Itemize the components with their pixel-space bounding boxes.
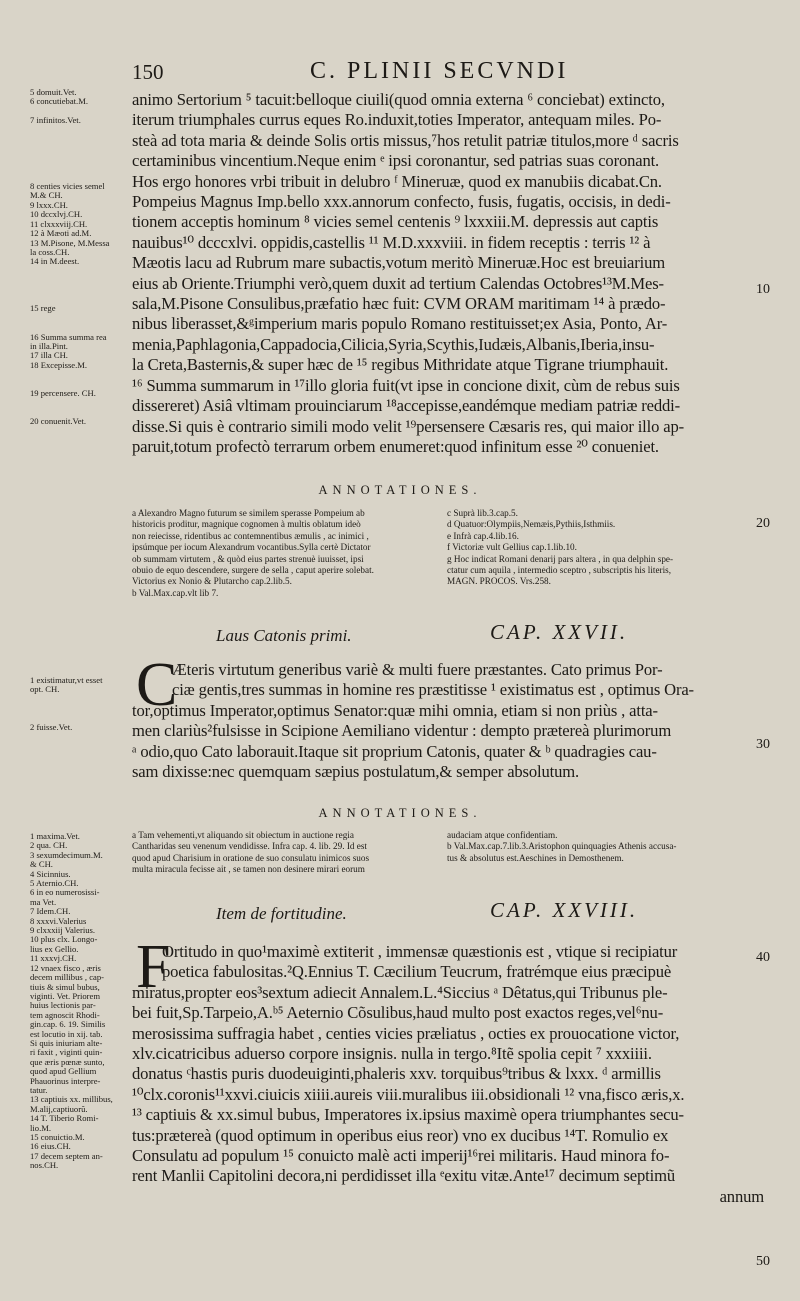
side-note: 11 xxxvj.CH. — [30, 954, 77, 964]
text-line: iterum triumphales currus eques Ro.induxit,toties Imperator, antequam miles. Po- — [132, 110, 662, 130]
side-note: 10 dccxlvj.CH. — [30, 210, 83, 220]
annotation-line: multa miracula fecisse ait , se tamen non desinere mirari eorum — [132, 864, 365, 875]
side-note: 12 à Mæoti ad.M. — [30, 229, 92, 239]
side-note: Si quis iniuriam alte- — [30, 1038, 103, 1048]
side-note: decem millibus , cap- — [30, 973, 104, 983]
text-line: merosissima suffragia habet , centies vicies præliatus , octies ex prouocatione victor, — [132, 1023, 680, 1043]
annotation-line: historicis proditur, magnique cognomen à multis oblatum ideò — [132, 519, 361, 530]
annotations-heading-2: ANNOTATIONES. — [318, 806, 482, 820]
drop-cap: C — [136, 651, 178, 719]
side-note — [30, 163, 130, 172]
side-notes-chapter28 — [30, 832, 130, 1171]
annotation-line: f Victoriæ vult Gellius cap.1.lib.10. — [447, 542, 577, 553]
side-note: M.& CH. — [30, 191, 63, 201]
text-line: Consulatu ad populum ¹⁵ conuicto malè acti imperij¹⁶rei militaris. Haud minora fo- — [132, 1146, 670, 1166]
side-note: 18 Excepisse.M. — [30, 360, 88, 370]
text-line: tus:prætereà (quod optimum in operibus eius reor) vno ex ducibus ¹⁴T. Romulio ex — [132, 1125, 669, 1145]
annotation-line: g Hoc indicat Romani denarij pars altera , in qua delphin spe- — [447, 553, 674, 564]
annotation-line: a Alexandro Magno futurum se similem sperasse Pompeium ab — [132, 508, 365, 518]
side-note: lio.M. — [30, 1123, 52, 1133]
side-note: tatur. — [30, 1085, 48, 1095]
side-note: 16 Summa summa rea — [30, 332, 107, 342]
text-line: tor,optimus Imperator,optimus Senator:quæ mihi omnia, etiam si non priùs , atta- — [132, 700, 658, 720]
side-note — [30, 380, 130, 389]
main-text-chapter28 — [132, 942, 764, 1207]
side-note — [30, 173, 130, 182]
side-note: 14 in M.deest. — [30, 257, 80, 267]
chapter-27-heading — [0, 620, 800, 648]
side-note — [30, 286, 130, 295]
side-note: 14 T. Tiberio Romi- — [30, 1114, 99, 1124]
annotation-line: ipsúmque per iocum Alexandrum vocantibus.Sylla certè Dictator — [132, 542, 371, 553]
side-notes-chapter27 — [30, 676, 130, 732]
side-note: 17 illa CH. — [30, 351, 68, 361]
text-line: miratus,propter eos³sextum adiecit Annalem.L.⁴Siccius ᵃ Dêtatus,qui Tribunus ple- — [132, 982, 668, 1002]
annotations2-right-column — [447, 830, 752, 864]
side-note: 2 qua. CH. — [30, 841, 68, 851]
annotation-line: Cantharidas seu venenum vendidisse. Infra cap. 4. lib. 29. Id est — [132, 841, 367, 852]
text-line: annum — [719, 1186, 764, 1206]
side-note — [30, 704, 130, 713]
text-line: nauibus¹⁰ dcccxlvi. oppidis,castellis ¹¹ M.D.xxxviii. in fidem receptis : terris ¹² à — [132, 232, 651, 252]
side-note: 19 percensere. CH. — [30, 389, 96, 398]
chapter-number: CAP. XXVII. — [490, 620, 629, 644]
side-note: 7 infinitos.Vet. — [30, 116, 81, 126]
side-note — [30, 295, 130, 304]
side-note — [30, 107, 130, 116]
side-note — [30, 695, 130, 704]
side-note — [30, 398, 130, 407]
annotation-line: c Suprà lib.3.cap.5. — [447, 508, 518, 518]
side-note — [30, 126, 130, 135]
text-line: steà ad tota maria & deinde Solis ortis missus,⁷hos retulit patriæ titulos,more ᵈ sacris — [132, 130, 679, 150]
text-line: certaminibus vincentium.Neque enim ᵉ ipsi coronantur, sed patrias suas coronant. — [132, 151, 660, 171]
side-notes-section1 — [30, 88, 130, 427]
side-note: 9 clxxxiij Valerius. — [30, 926, 96, 936]
side-note: gin.cap. 6. 19. Similis — [30, 1020, 106, 1030]
text-line: poetica fabulositas.²Q.Ennius T. Cæcilium Teucrum, fratrémque eius præcipuè — [162, 962, 672, 982]
main-text-section1 — [132, 90, 764, 457]
text-line: menia,Paphlagonia,Cappadocia,Cilicia,Syria,Scythis,Iudæis,Albanis,Iberia,insu- — [132, 334, 655, 354]
side-note: 13 captiuis xx. millibus, — [30, 1095, 113, 1105]
side-note — [30, 144, 130, 153]
chapter-subject: Item de fortitudine. — [216, 904, 347, 923]
text-line: Hos ergo honores vrbi tribuit in delubro ᶠ Mineruæ, quod ex manubiis dicabat.Cn. — [132, 171, 662, 191]
side-note: & CH. — [30, 860, 53, 870]
text-line: xlv.cicatricibus aduerso corpore insignis. nulla in tergo.⁸Itẽ spolia cepit ⁷ xxxiiii. — [132, 1044, 652, 1064]
text-line: ᵃ odio,quo Cato laborauit.Itaque sit proprium Catonis, quater & ᵇ quadragies cau- — [132, 741, 657, 761]
side-note: 15 conuictio.M. — [30, 1133, 85, 1142]
text-line: men clariùs²fulsisse in Scipione Aemiliano videntur : dempto prætereà plurimorum — [132, 721, 672, 741]
annotation-line: ctatur cum aquila , intermedio sceptro , subscriptis his literis, — [447, 565, 672, 576]
side-note: est locutio in xij. tab. — [30, 1029, 103, 1039]
text-line: ciæ gentis,tres summas in homine res præstitisse ¹ existimatus est , optimus Ora- — [172, 680, 694, 700]
line-number-30: 30 — [756, 737, 770, 752]
annotation-line: ob summam virtutem , & quòd eius partes strenuè iuuisset, ipsi — [132, 553, 364, 564]
text-line: bei fuit,Sp.Tarpeio,A.ᵇ⁵ Aeternio Cõsulibus,haud multo post exactos reges,vel⁶nu- — [132, 1003, 664, 1023]
side-note — [30, 267, 130, 276]
line-number-20: 20 — [756, 516, 770, 531]
side-note: 2 fuisse.Vet. — [30, 723, 73, 733]
side-note: lius ex Gellio. — [30, 944, 79, 954]
annotation-line: audaciam atque confidentiam. — [447, 830, 558, 840]
side-note: 6 in eo numerosissi- — [30, 888, 100, 898]
text-line: dissereret) Asiâ vltimam prouinciarum ¹⁸accepisse,eandémque mediam patriæ reddi- — [132, 396, 681, 416]
page-number: 150 — [132, 60, 164, 84]
annotations2-left-column — [132, 830, 437, 876]
side-note: 17 decem septem an- — [30, 1151, 103, 1161]
side-note: quod apud Gellium — [30, 1067, 97, 1077]
text-line: disse.Si quis è contrario simili modo velit ¹⁹persensere Cæsaris res, qui maior illo ap- — [132, 416, 684, 436]
side-note: tem agnoscit Rhodi- — [30, 1010, 100, 1020]
side-note — [30, 135, 130, 144]
text-line: eius ab Oriente.Triumphi verò,quem duxit ad tertium Calendas Octobres¹³M.Mes- — [132, 273, 664, 293]
text-line: paruit,totum profectò terrarum orbem enumeret:quod infinitum esse ²⁰ conueniet. — [132, 436, 659, 456]
annotation-line: e Infrà cap.4.lib.16. — [447, 530, 519, 541]
side-note: M.alij,captiuorũ. — [30, 1104, 88, 1114]
line-number-40: 40 — [756, 950, 770, 965]
main-text-chapter27 — [132, 660, 764, 782]
side-note — [30, 408, 130, 417]
side-note: 5 Aternio.CH. — [30, 879, 79, 889]
text-line: ¹⁰clx.coronis¹¹xxvi.ciuicis xiiii.aureis viii.muralibus iii.obsidionali ¹² vna,fisco æris,x. — [132, 1084, 685, 1104]
text-line: donatus ᶜhastis puris duodeuiginti,phaleris xxv. torquibus⁹tribus & lxxx. ᵈ armillis — [132, 1064, 661, 1084]
text-line: tionem acceptis hominum ⁸ vicies semel centenis ⁹ lxxxiii.M. depressis aut captis — [132, 212, 659, 232]
text-line: sala,M.Pisone Consulibus,præfatio hæc fuit: CVM ORAM maritimam ¹⁴ à prædo- — [132, 294, 666, 314]
side-note: que æris pœnæ sunto, — [30, 1057, 105, 1067]
text-line: nibus liberasset,&ᵍimperium maris populo Romano restituisset;ex Asia, Ponto, Ar- — [132, 314, 668, 334]
line-number-50: 50 — [756, 1254, 770, 1269]
side-note: 16 eius.CH. — [30, 1142, 71, 1152]
annotation-line: b Val.Max.cap.7.lib.3.Aristophon quinquagies Athenis accusa- — [447, 841, 677, 852]
text-line: sam dixisse:nec quemquam sæpius postulatum,& semper absolutum. — [132, 762, 579, 782]
side-note — [30, 276, 130, 285]
side-note: Phauorinus interpre- — [30, 1076, 101, 1086]
side-note — [30, 314, 130, 323]
annotations-left-column — [132, 508, 437, 599]
text-line: Æteris virtutum generibus variè & multi fuere præstantes. Cato primus Por- — [172, 660, 663, 679]
side-note: 6 concutiebat.M. — [30, 97, 88, 107]
text-line: ¹³ captiuis & xx.simul bubus, Imperatores ix.ipsius maximè opera triumphantes secu- — [132, 1105, 684, 1125]
annotation-line: non reiecisse, ridentibus ac contemnentibus æmulis , ac inimici , — [132, 530, 369, 541]
side-note: 3 sexumdecimum.M. — [30, 850, 103, 860]
side-note: 8 xxxvi.Valerius — [30, 916, 87, 926]
running-title: C. PLINII SECVNDI — [310, 58, 569, 84]
side-note: 13 M.Pisone, M.Messa — [30, 238, 110, 248]
side-note: 5 domuit.Vet. — [30, 88, 77, 97]
text-line: la Creta,Basternis,& super hæc de ¹⁵ regibus Mithridate atque Tigrane triumphauit. — [132, 355, 669, 375]
annotation-line: d Quatuor:Olympiis,Nemæis,Pythiis,Isthmiis. — [447, 519, 616, 530]
annotation-line: quod apud Charisium in oratione de suo consulatu inimicos suos — [132, 852, 370, 863]
side-note: tiuis & simul bubus, — [30, 982, 100, 992]
side-note: 15 rege — [30, 304, 56, 314]
side-note — [30, 323, 130, 332]
text-line: ¹⁶ Summa summarum in ¹⁷illo gloria fuit(vt ipse in concione dixit, cùm de rebus suis — [132, 375, 680, 395]
side-note — [30, 154, 130, 163]
annotations-heading: ANNOTATIONES. — [318, 483, 482, 497]
annotation-line: b Val.Max.cap.vlt lib 7. — [132, 587, 219, 598]
side-note: 10 plus clx. Longo- — [30, 935, 98, 945]
text-line: rent Manlii Capitolini decora,ni perdidisset illa ᵉexitu vitæ.Ante¹⁷ decimum septimũ — [132, 1166, 675, 1186]
line-number-10: 10 — [756, 282, 770, 297]
side-note: nos.CH. — [30, 1161, 59, 1171]
annotations-right-column — [447, 508, 752, 588]
annotation-line: MAGN. PROCOS. Vrs.258. — [447, 576, 551, 587]
side-note: ri faxit , viginti quin- — [30, 1048, 103, 1058]
chapter-number: CAP. XXVIII. — [490, 898, 639, 922]
side-note — [30, 714, 130, 723]
side-note: 1 maxima.Vet. — [30, 832, 80, 841]
side-note: huius lectionis par- — [30, 1001, 96, 1011]
annotation-line: Victorius ex Nonio & Plutarcho cap.2.lib.5. — [132, 576, 292, 587]
text-line: animo Sertorium ⁵ tacuit:belloque ciuili(quod omnia externa ⁶ conciebat) extincto, — [132, 90, 665, 109]
side-note: 8 centies vicies semel — [30, 182, 105, 192]
page-header — [0, 56, 800, 90]
side-note: in illa.Pint. — [30, 341, 68, 351]
text-line: Pompeius Magnus Imp.bello xxx.annorum confecto, fusis, fugatis, occisis, in dedi- — [132, 192, 671, 212]
text-line: Mæotis lacu ad Rubrum mare subactis,votum meritò Mineruæ.Hoc est breuiarium — [132, 253, 666, 273]
side-note: 1 existimatur,vt esset — [30, 676, 103, 685]
side-note: viginti. Vet. Priorem — [30, 991, 101, 1001]
annotation-line: a Tam vehementi,vt aliquando sit obiectum in auctione regia — [132, 830, 354, 840]
annotation-line: obuio de equo descendere, surgere de sella , caput aperire solebat. — [132, 565, 374, 576]
side-note: 4 Sicinnius. — [30, 869, 71, 879]
side-note: 12 vnaex fisco , æris — [30, 963, 101, 973]
text-line: Ortitudo in quo¹maximè extiterit , immensæ quæstionis est , vtique si recipiatur — [162, 942, 678, 961]
side-note: opt. CH. — [30, 685, 60, 695]
side-note: ma Vet. — [30, 897, 57, 907]
chapter-subject: Laus Catonis primi. — [216, 626, 352, 645]
drop-cap: F — [136, 933, 171, 1001]
side-note — [30, 370, 130, 379]
side-note: 20 conuenit.Vet. — [30, 417, 87, 427]
side-note: la coss.CH. — [30, 247, 70, 257]
annotation-line: tus & absolutus est.Aeschines in Demosthenem. — [447, 852, 624, 863]
side-note: 7 Idem.CH. — [30, 907, 71, 917]
side-note: 9 lxxx.CH. — [30, 200, 68, 210]
side-note: 11 clxxxviij.CH. — [30, 219, 88, 229]
